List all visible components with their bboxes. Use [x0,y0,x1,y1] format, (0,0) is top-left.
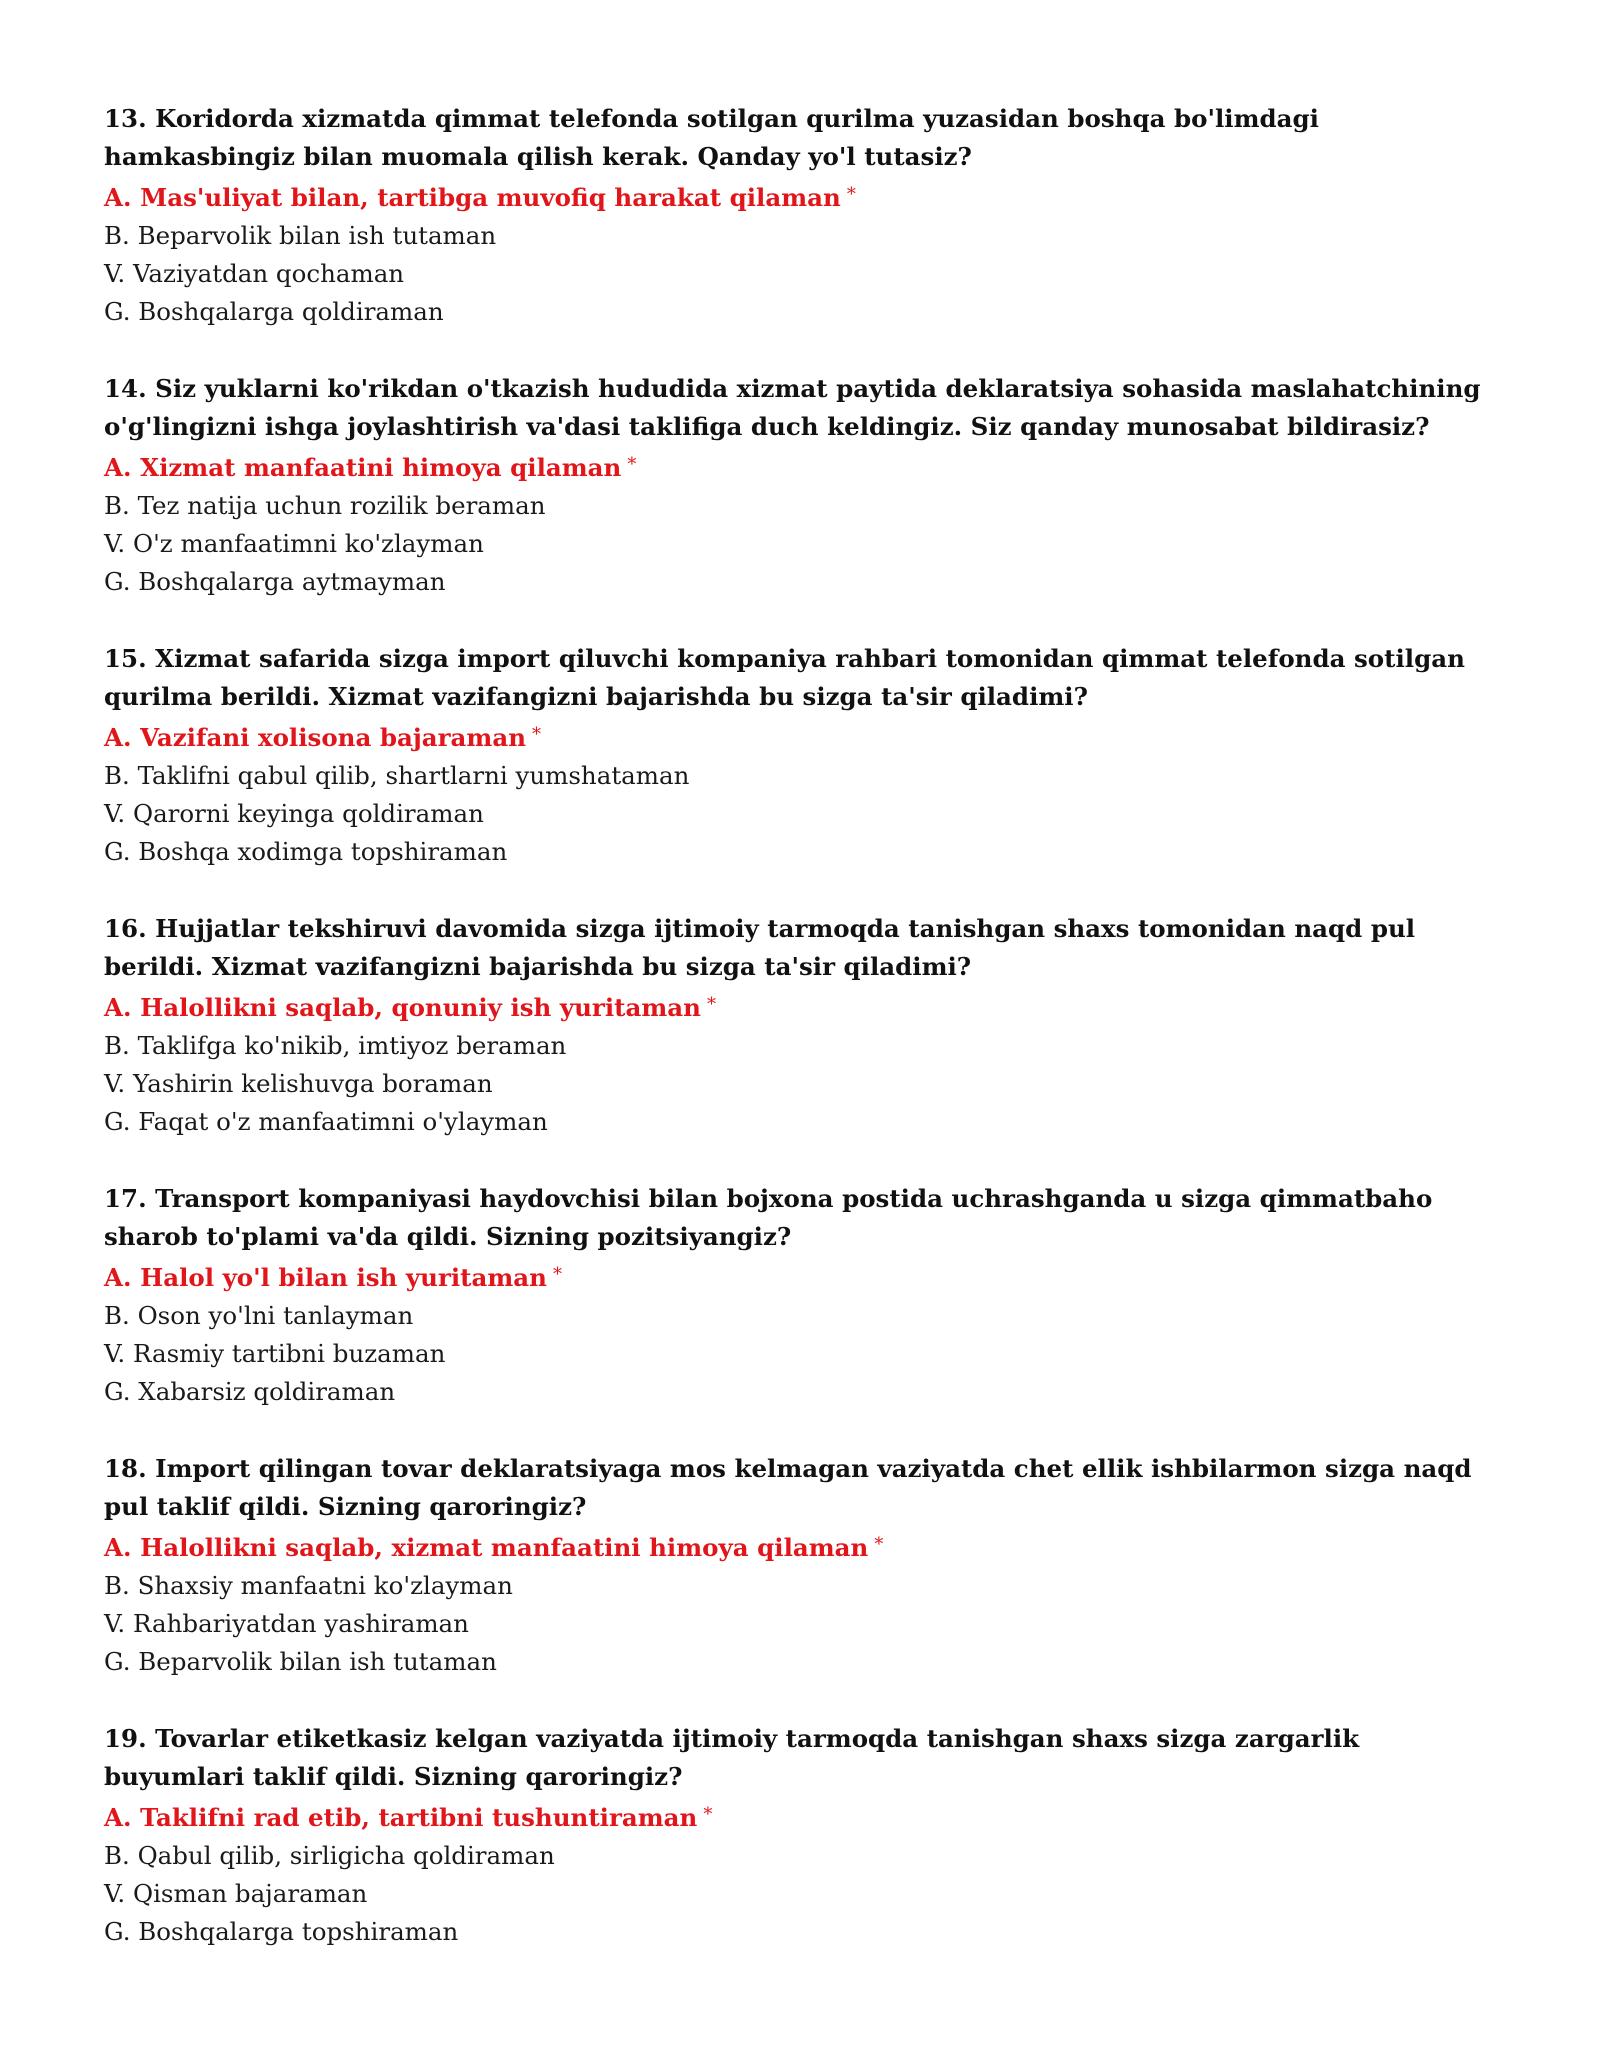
answer-label: A. Taklifni rad etib, tartibni tushuntiraman [104,1803,698,1832]
question-text: 16. Hujjatlar tekshiruvi davomida sizga ijtimoiy tarmoqda tanishgan shaxs tomonidan naqd pul berildi. Xizmat vazifangizni bajarishda bu sizga ta'sir qiladimi? [104,914,1416,981]
correct-answer [104,446,1504,487]
answer-option: G. Boshqa xodimga topshiraman [104,837,508,866]
question-17 [104,1180,1504,1411]
answer-option: V. O'z manfaatimni ko'zlayman [104,529,484,558]
answer-option: G. Boshqalarga qoldiraman [104,297,444,326]
answer-option: G. Beparvolik bilan ish tutaman [104,1647,497,1676]
correct-marker: * [874,1534,884,1555]
question-text: 13. Koridorda xizmatda qimmat telefonda sotilgan qurilma yuzasidan boshqa bo'limdagi hamkasbingiz bilan muomala qilish kerak. Qanday yo'l tutasiz? [104,104,1319,171]
correct-answer [104,1796,1504,1837]
correct-marker: * [552,1264,562,1285]
correct-answer [104,1526,1504,1567]
answer-label: A. Xizmat manfaatini himoya qilaman [104,453,622,482]
question-text: 17. Transport kompaniyasi haydovchisi bilan bojxona postida uchrashganda u sizga qimmatbaho sharob to'plami va'da qildi. Sizning pozitsiyangiz? [104,1184,1433,1251]
correct-answer [104,986,1504,1027]
correct-marker: * [532,724,542,745]
question-text: 15. Xizmat safarida sizga import qiluvchi kompaniya rahbari tomonidan qimmat telefonda sotilgan qurilma berildi. Xizmat vazifangizni bajarishda bu sizga ta'sir qiladimi? [104,644,1465,711]
correct-marker: * [706,994,716,1015]
question-13 [104,100,1504,331]
answer-option: V. Yashirin kelishuvga boraman [104,1069,493,1098]
question-text: 14. Siz yuklarni ko'rikdan o'tkazish hududida xizmat paytida deklaratsiya sohasida maslahatchining o'g'lingizni ishga joylashtirish va'dasi taklifiga duch keldingiz. Siz qanday munosabat bildirasiz? [104,374,1481,441]
answer-label: A. Halol yo'l bilan ish yuritaman [104,1263,547,1292]
answer-option: V. Qarorni keyinga qoldiraman [104,799,484,828]
answer-label: A. Vazifani xolisona bajaraman [104,723,527,752]
answer-label: A. Halollikni saqlab, xizmat manfaatini himoya qilaman [104,1533,869,1562]
answer-option: V. Vaziyatdan qochaman [104,259,405,288]
correct-marker: * [627,454,637,475]
answer-option: B. Taklifni qabul qilib, shartlarni yumshataman [104,761,690,790]
correct-marker: * [846,184,856,205]
correct-answer [104,716,1504,757]
answer-option: V. Rahbariyatdan yashiraman [104,1609,469,1638]
answer-option: B. Beparvolik bilan ish tutaman [104,221,497,250]
answer-option: B. Taklifga ko'nikib, imtiyoz beraman [104,1031,567,1060]
correct-marker: * [703,1804,713,1825]
question-text: 19. Tovarlar etiketkasiz kelgan vaziyatda ijtimoiy tarmoqda tanishgan shaxs sizga zargarlik buyumlari taklif qildi. Sizning qaroringiz? [104,1724,1360,1791]
answer-option: G. Boshqalarga topshiraman [104,1917,459,1946]
answer-label: A. Mas'uliyat bilan, tartibga muvofiq harakat qilaman [104,183,841,212]
correct-answer [104,1256,1504,1297]
question-text: 18. Import qilingan tovar deklaratsiyaga mos kelmagan vaziyatda chet ellik ishbilarmon sizga naqd pul taklif qildi. Sizning qaroringiz? [104,1454,1472,1521]
correct-answer [104,176,1504,217]
answer-option: B. Oson yo'lni tanlayman [104,1301,414,1330]
question-14 [104,370,1504,601]
answer-option: V. Rasmiy tartibni buzaman [104,1339,446,1368]
question-16 [104,910,1504,1141]
answer-option: G. Xabarsiz qoldiraman [104,1377,396,1406]
answer-option: B. Shaxsiy manfaatni ko'zlayman [104,1571,513,1600]
answer-option: B. Qabul qilib, sirligicha qoldiraman [104,1841,555,1870]
answer-option: V. Qisman bajaraman [104,1879,368,1908]
answer-label: A. Halollikni saqlab, qonuniy ish yuritaman [104,993,701,1022]
question-19 [104,1720,1504,1951]
document-page [104,100,1504,1990]
answer-option: G. Boshqalarga aytmayman [104,567,446,596]
question-18 [104,1450,1504,1681]
question-15 [104,640,1504,871]
answer-option: G. Faqat o'z manfaatimni o'ylayman [104,1107,548,1136]
answer-option: B. Tez natija uchun rozilik beraman [104,491,546,520]
